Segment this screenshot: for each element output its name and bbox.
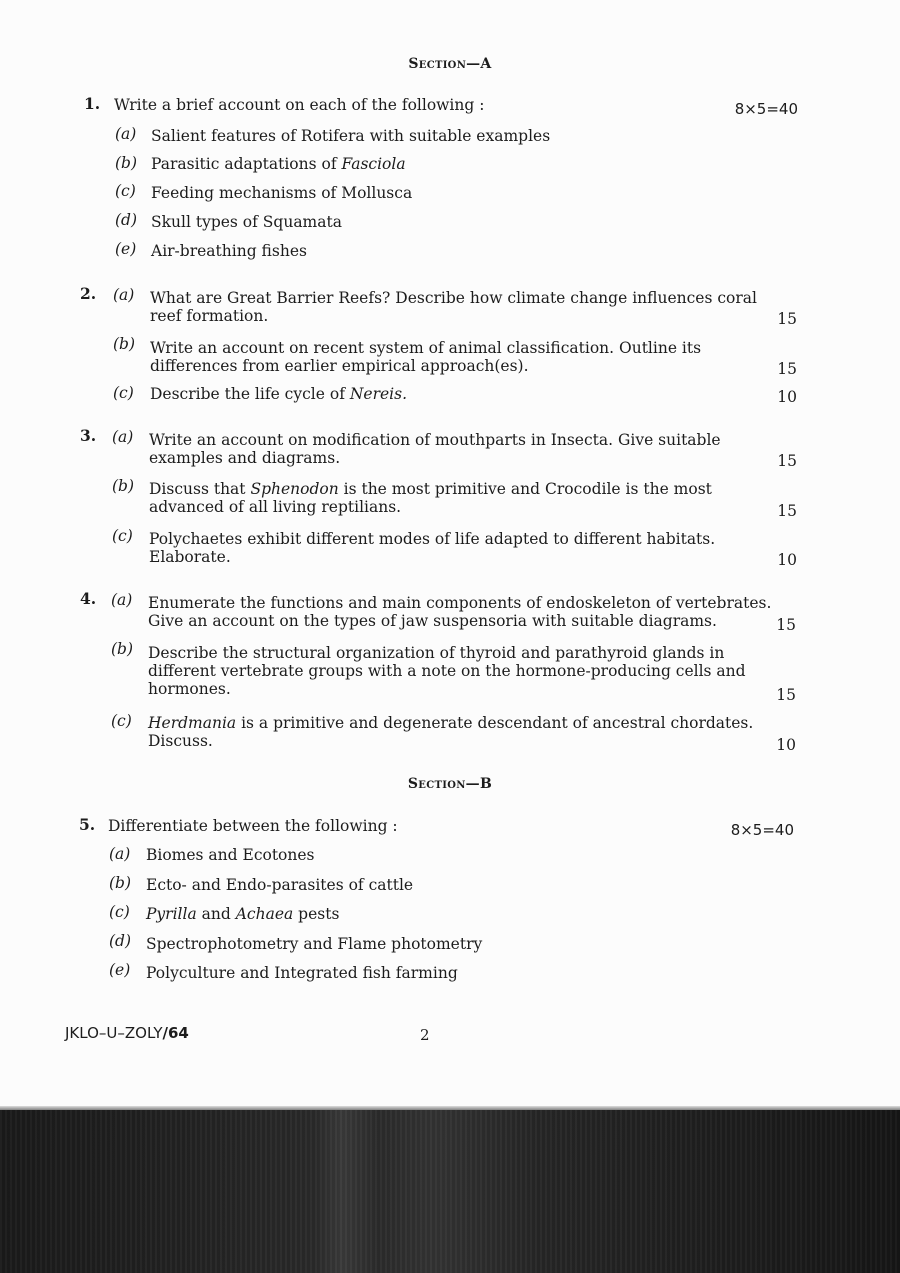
- part-text: Skull types of Squamata: [151, 213, 342, 231]
- part-label: (c): [113, 384, 134, 402]
- part-label: (c): [111, 712, 132, 730]
- question-marks: 8×5=40: [730, 821, 794, 839]
- species-name: Herdmania: [148, 714, 237, 732]
- part-label: (b): [113, 335, 136, 353]
- part-label: (b): [111, 640, 134, 658]
- part-line: Enumerate the functions and main components of endoskeleton of vertebrates.: [148, 594, 772, 612]
- part-text: Salient features of Rotifera with suitable examples: [151, 127, 551, 145]
- part-line: Polychaetes exhibit different modes of life adapted to different habitats.: [149, 530, 716, 548]
- part-text-plain: Discuss that: [149, 480, 251, 498]
- part-marks: 10: [777, 551, 797, 569]
- species-name: Fasciola: [341, 155, 406, 173]
- part-text-plain: pests: [293, 905, 340, 923]
- part-text: [150, 339, 701, 375]
- part-text: [150, 289, 757, 325]
- part-text: Polyculture and Integrated fish farming: [146, 964, 458, 982]
- paper-code-text: JKLO–U–ZOLY: [65, 1024, 163, 1042]
- part-text: Air-breathing fishes: [151, 242, 307, 260]
- part-text: [146, 905, 339, 923]
- part-text-plain: Parasitic adaptations of: [151, 155, 342, 173]
- part-text: [149, 530, 715, 566]
- part-text: Ecto- and Endo-parasites of cattle: [146, 876, 414, 894]
- part-line: advanced of all living reptilians.: [149, 498, 402, 516]
- part-text-plain: is a primitive and degenerate descendant of ancestral chordates.: [236, 714, 754, 732]
- part-label: (a): [113, 286, 135, 304]
- species-name: Nereis.: [349, 385, 408, 403]
- part-line: examples and diagrams.: [149, 449, 341, 467]
- question-stem: Differentiate between the following :: [108, 817, 398, 835]
- part-line: different vertebrate groups with a note on the hormone-producing cells and: [148, 662, 746, 680]
- part-text: [150, 385, 407, 403]
- section-a-title: Section—A: [408, 56, 492, 72]
- question-number: 4.: [80, 589, 97, 608]
- question-stem: Write a brief account on each of the following :: [114, 96, 485, 114]
- part-text: [149, 431, 721, 467]
- question-number: 1.: [84, 94, 101, 113]
- part-text: [151, 155, 406, 173]
- part-marks: 15: [777, 310, 797, 328]
- part-label: (b): [112, 477, 135, 495]
- part-line: Write an account on recent system of animal classification. Outline its: [150, 339, 702, 357]
- part-text: [149, 480, 712, 516]
- part-line: What are Great Barrier Reefs? Describe how climate change influences coral: [150, 289, 757, 307]
- section-b-title: Section—B: [407, 776, 493, 792]
- part-marks: 10: [777, 388, 797, 406]
- page-number: 2: [420, 1026, 430, 1044]
- question-number: 5.: [79, 815, 96, 834]
- part-label: (a): [111, 591, 133, 609]
- part-marks: 15: [777, 502, 797, 520]
- part-line: Describe the structural organization of thyroid and parathyroid glands in: [148, 644, 725, 662]
- paper-code: [65, 1024, 189, 1042]
- scanner-background: [0, 1110, 900, 1273]
- part-line: Elaborate.: [149, 548, 231, 566]
- question-number: 3.: [80, 426, 97, 445]
- part-label: (d): [115, 211, 138, 229]
- part-line: Discuss.: [148, 732, 213, 750]
- species-name: Sphenodon: [250, 480, 339, 498]
- part-text: [148, 644, 746, 698]
- species-name: Achaea: [235, 905, 294, 923]
- part-label: (b): [109, 874, 132, 892]
- part-label: (c): [115, 182, 136, 200]
- part-marks: 15: [776, 686, 796, 704]
- part-text: Spectrophotometry and Flame photometry: [146, 935, 483, 953]
- part-label: (e): [109, 961, 131, 979]
- part-text: [148, 594, 771, 630]
- part-text-plain: is the most primitive and Crocodile is the most: [338, 480, 712, 498]
- part-text-plain: Describe the life cycle of: [150, 385, 350, 403]
- part-marks: 15: [777, 452, 797, 470]
- question-marks: 8×5=40: [734, 100, 798, 118]
- part-label: (c): [109, 903, 130, 921]
- part-marks: 15: [776, 616, 796, 634]
- part-label: (b): [115, 154, 138, 172]
- part-label: (e): [115, 240, 137, 258]
- part-line: reef formation.: [150, 307, 269, 325]
- part-label: (a): [115, 125, 137, 143]
- part-label: (a): [112, 428, 134, 446]
- part-marks: 15: [777, 360, 797, 378]
- part-marks: 10: [776, 736, 796, 754]
- part-label: (a): [109, 845, 131, 863]
- part-line: differences from earlier empirical approach(es).: [150, 357, 529, 375]
- part-label: (d): [109, 932, 132, 950]
- part-line: hormones.: [148, 680, 231, 698]
- question-number: 2.: [80, 284, 97, 303]
- part-text: Feeding mechanisms of Mollusca: [151, 184, 413, 202]
- part-text-plain: and: [196, 905, 236, 923]
- part-text: Biomes and Ecotones: [146, 846, 315, 864]
- paper-code-number: /64: [162, 1024, 189, 1042]
- species-name: Pyrilla: [146, 905, 197, 923]
- part-label: (c): [112, 527, 133, 545]
- part-line: Write an account on modification of mouthparts in Insecta. Give suitable: [149, 431, 721, 449]
- part-text: [148, 714, 753, 750]
- part-line: Give an account on the types of jaw suspensoria with suitable diagrams.: [148, 612, 717, 630]
